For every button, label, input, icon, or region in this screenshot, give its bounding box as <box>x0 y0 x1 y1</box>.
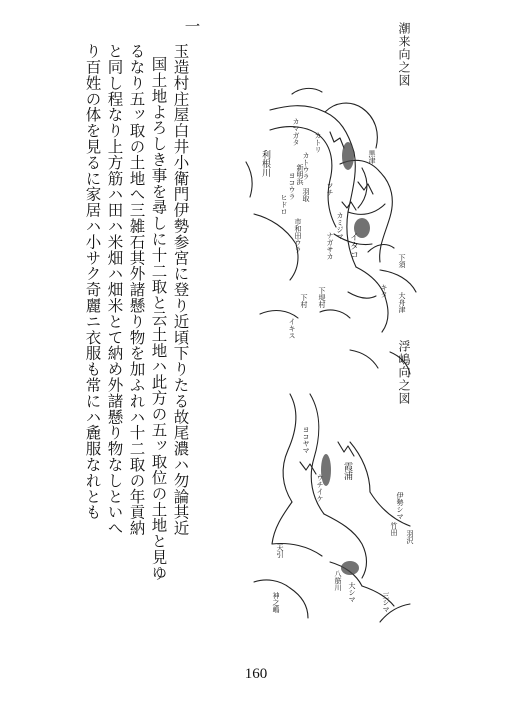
map-label: 羽取 <box>302 188 310 202</box>
map-label: イキス <box>288 318 296 339</box>
map-label: 利根川 <box>260 150 270 177</box>
map-label: 伊勢シマ <box>396 492 404 520</box>
page-number: 160 <box>244 666 268 682</box>
map-label: ヨコウラ <box>288 172 296 200</box>
map-label: 大シマ <box>348 582 356 603</box>
map-label: 下村 <box>300 294 308 308</box>
map-label: 天引 <box>276 544 284 558</box>
map-label: 三シマ <box>382 592 390 613</box>
text-column-3: 国土地よろしき事を尋しに十二取と云土地ハ此方の五ッ取位の土地と見ゆ <box>149 56 168 581</box>
map-label: 下堤村 <box>318 287 326 308</box>
map-label: ツチ <box>326 182 334 196</box>
text-column-5: と同し程なり上方筋ハ田ハ米畑ハ畑米とて納め外諸懸り物なしといへ <box>105 43 124 536</box>
map-label: 市和田ウラ <box>294 218 302 253</box>
text-column-6: り百姓の体を見るに家居ハ小サク奇麗ニ衣服も常にハ麁服なれとも <box>83 43 102 520</box>
map-label: イタコ <box>348 232 358 259</box>
map-title-ukishima: 浮嶋向之図 <box>397 340 411 405</box>
map-drawing <box>230 22 430 632</box>
map-label: 大舟津 <box>398 292 406 313</box>
map-label: カミジマ <box>336 212 344 240</box>
text-column-1: 一 <box>182 18 201 34</box>
map-label: 黒津 <box>368 150 376 164</box>
map-label: 羽沢 <box>406 530 414 544</box>
map-label: カトウラ <box>302 152 310 180</box>
map-title-itako: 潮来向之図 <box>397 22 411 87</box>
map-label: ウチイケ <box>316 474 324 502</box>
map-label: 下須 <box>398 254 406 268</box>
map-label: カトリ <box>314 132 322 153</box>
map-label: カマガタ <box>292 118 300 146</box>
text-column-2: 玉造村庄屋白井小衛門伊勢参宮に登り近頃下りたる故尾濃ハ勿論其近 <box>171 43 190 536</box>
map-label: ヨコヤマ <box>302 426 310 454</box>
map-label: キタ <box>380 284 388 298</box>
map-label: 竹田 <box>390 522 398 536</box>
map-label: 神之嶋 <box>272 592 280 613</box>
map-label: 八筋川 <box>334 570 342 591</box>
map-label: 新明浜 <box>296 164 304 185</box>
text-column-4: るなり五ッ取の土地へ三雑石其外諸懸り物を加ふれハ十二取の年貢納 <box>127 43 146 536</box>
map-label: ナガサカ <box>326 232 334 260</box>
map-label: ヒドロ <box>280 194 288 215</box>
map-panel <box>230 22 430 632</box>
map-label: 霞浦 <box>342 462 352 480</box>
